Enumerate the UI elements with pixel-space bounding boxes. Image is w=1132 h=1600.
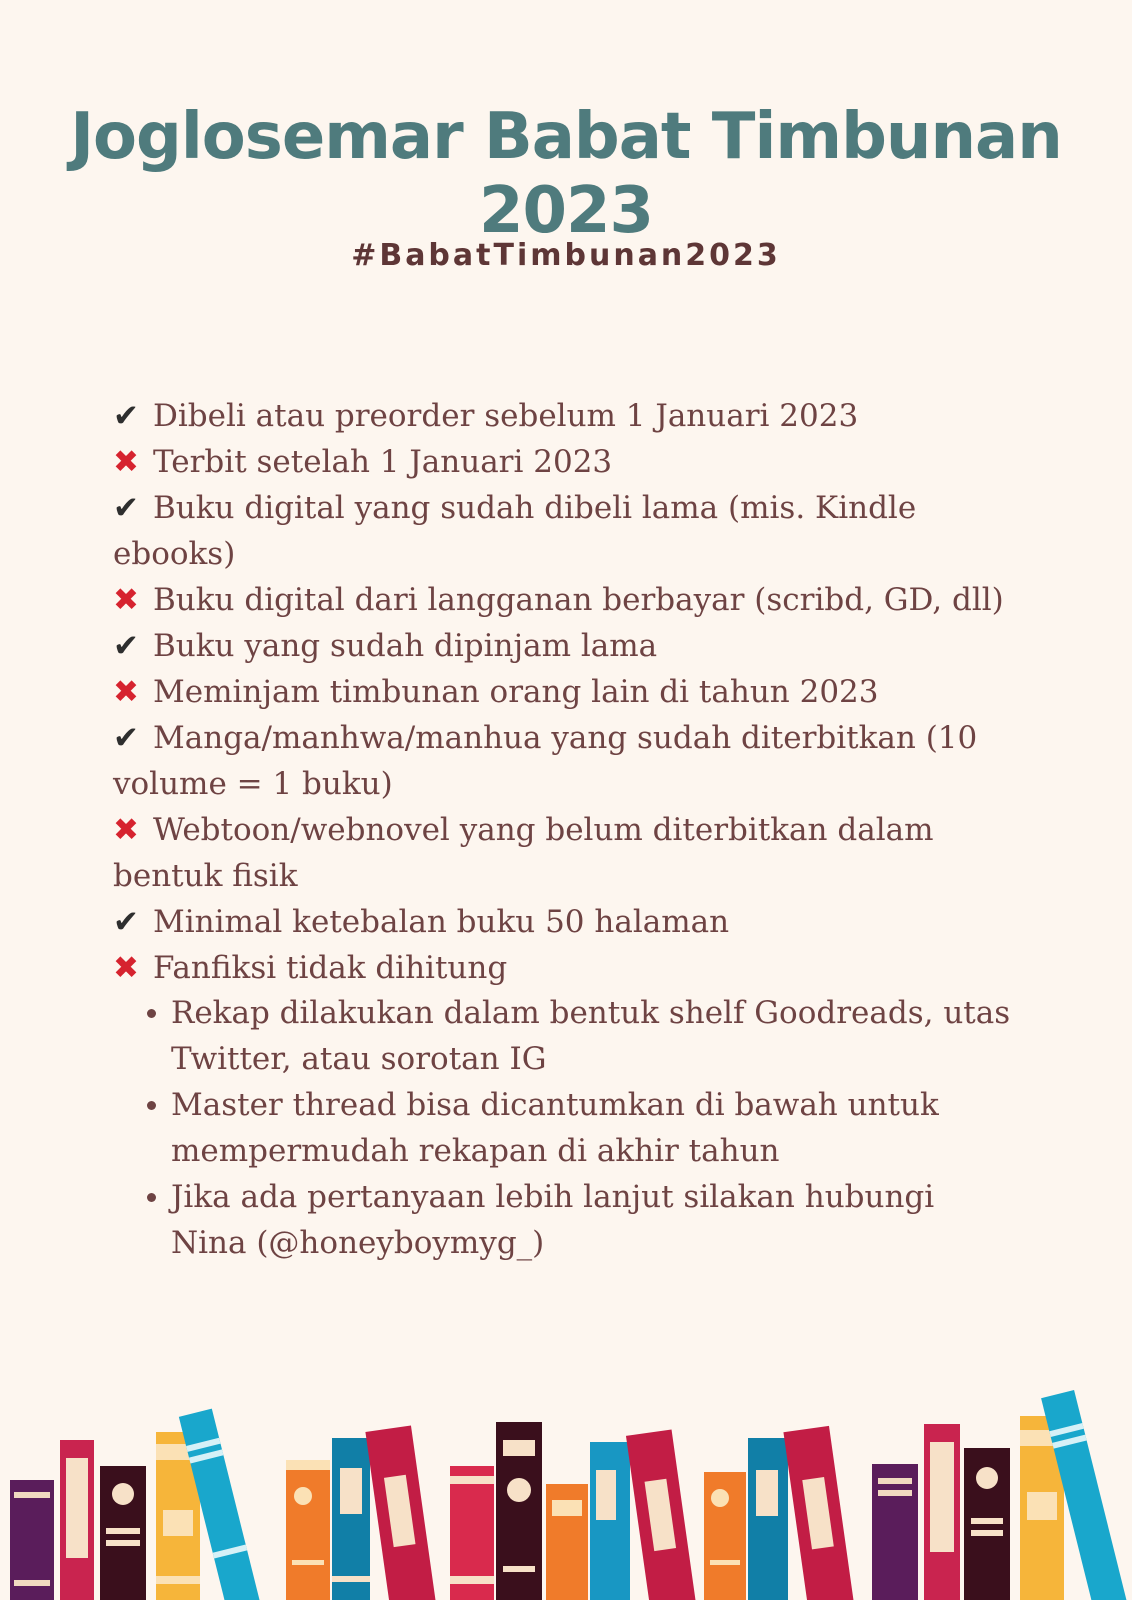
rule-text: Buku digital yang sudah dibeli lama (mis. Kindle ebooks) bbox=[113, 490, 917, 572]
rule-text: Buku yang sudah dipinjam lama bbox=[153, 628, 658, 664]
note-text: Jika ada pertanyaan lebih lanjut silakan hubungi Nina (@honeyboymyg_) bbox=[171, 1179, 935, 1261]
book bbox=[872, 1464, 918, 1600]
rule-item bbox=[113, 945, 1043, 991]
book bbox=[964, 1448, 1010, 1600]
rule-text: Minimal ketebalan buku 50 halaman bbox=[153, 904, 730, 940]
rule-item bbox=[113, 715, 1043, 807]
book bbox=[783, 1426, 854, 1600]
rule-text: Meminjam timbunan orang lain di tahun 2023 bbox=[153, 674, 879, 710]
book bbox=[365, 1426, 436, 1600]
rule-text: Terbit setelah 1 Januari 2023 bbox=[153, 444, 613, 480]
note-text: Master thread bisa dicantumkan di bawah untuk mempermudah rekapan di akhir tahun bbox=[171, 1087, 939, 1169]
check-icon: ✔ bbox=[113, 720, 139, 756]
bullet-icon bbox=[147, 1193, 156, 1202]
book bbox=[924, 1424, 960, 1600]
note-text: Rekap dilakukan dalam bentuk shelf Goodreads, utas Twitter, atau sorotan IG bbox=[171, 995, 1011, 1077]
book bbox=[450, 1466, 494, 1600]
rule-item bbox=[113, 669, 1043, 715]
rule-item bbox=[113, 807, 1043, 899]
notes-list bbox=[145, 990, 1015, 1266]
cross-icon: ✖ bbox=[113, 582, 139, 618]
cross-icon: ✖ bbox=[113, 674, 139, 710]
book bbox=[496, 1422, 542, 1600]
rule-text: Manga/manhwa/manhua yang sudah diterbitkan (10 volume = 1 buku) bbox=[113, 720, 978, 802]
rule-item bbox=[113, 623, 1043, 669]
cross-icon: ✖ bbox=[113, 444, 139, 480]
check-icon: ✔ bbox=[113, 398, 139, 434]
book bbox=[286, 1460, 330, 1600]
book bbox=[332, 1438, 370, 1600]
note-item bbox=[145, 990, 1015, 1082]
note-item bbox=[145, 1174, 1015, 1266]
check-icon: ✔ bbox=[113, 904, 139, 940]
book bbox=[100, 1466, 146, 1600]
rule-text: Fanfiksi tidak dihitung bbox=[153, 950, 508, 986]
check-icon: ✔ bbox=[113, 490, 139, 526]
page-title: Joglosemar Babat Timbunan 2023 bbox=[70, 100, 1062, 248]
book bbox=[590, 1442, 630, 1600]
bullet-icon bbox=[147, 1101, 156, 1110]
book bbox=[626, 1430, 696, 1600]
hashtag: #BabatTimbunan2023 bbox=[351, 238, 781, 273]
books-illustration bbox=[0, 1380, 1132, 1600]
book bbox=[10, 1480, 54, 1600]
cross-icon: ✖ bbox=[113, 950, 139, 986]
check-icon: ✔ bbox=[113, 628, 139, 664]
rules-list bbox=[113, 393, 1043, 991]
cross-icon: ✖ bbox=[113, 812, 139, 848]
rule-item bbox=[113, 393, 1043, 439]
rule-text: Buku digital dari langganan berbayar (scribd, GD, dll) bbox=[153, 582, 1004, 618]
book bbox=[60, 1440, 94, 1600]
rule-item bbox=[113, 577, 1043, 623]
rule-item bbox=[113, 439, 1043, 485]
book bbox=[546, 1484, 588, 1600]
bullet-icon bbox=[147, 1009, 156, 1018]
rule-text: Dibeli atau preorder sebelum 1 Januari 2023 bbox=[153, 398, 859, 434]
rule-text: Webtoon/webnovel yang belum diterbitkan dalam bentuk fisik bbox=[113, 812, 934, 894]
note-item bbox=[145, 1082, 1015, 1174]
book bbox=[748, 1438, 788, 1600]
rule-item bbox=[113, 899, 1043, 945]
rule-item bbox=[113, 485, 1043, 577]
book bbox=[704, 1472, 746, 1600]
